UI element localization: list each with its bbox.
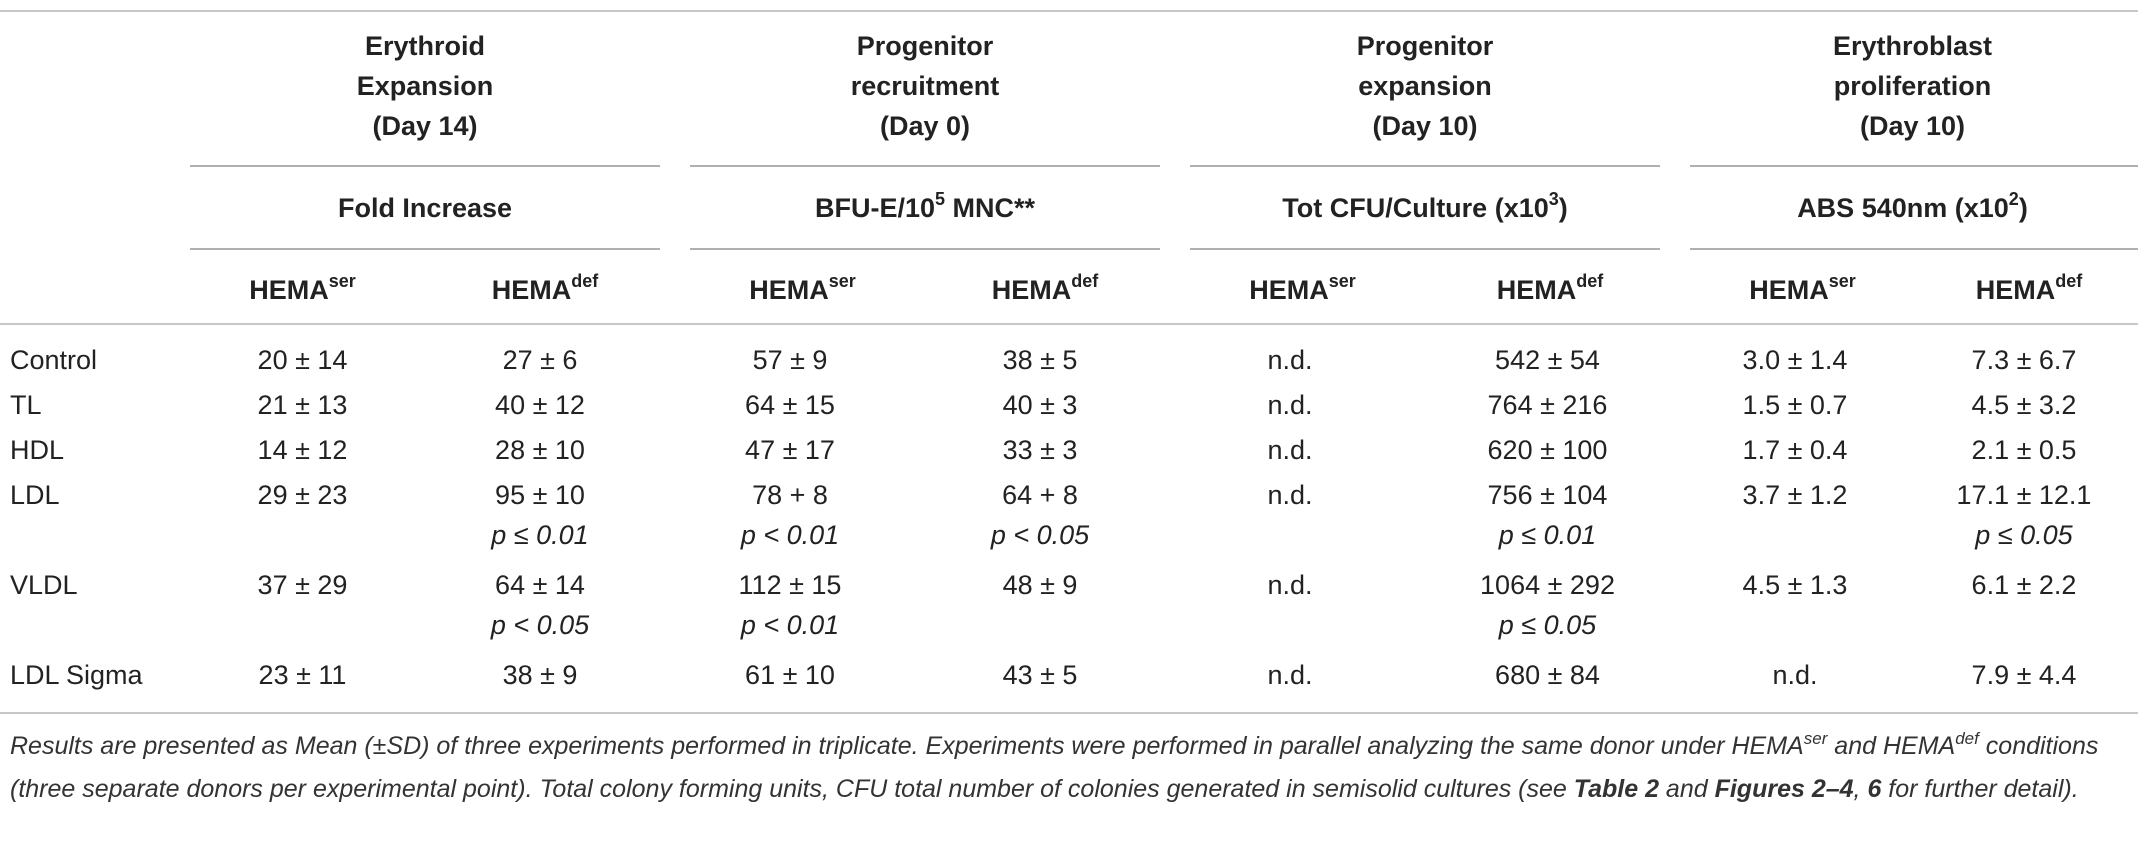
cell-value: 764 ± 216 [1487,390,1608,420]
table-2-ref[interactable]: Table 2 [1573,775,1659,803]
cell-value: 78 + 8 [752,480,828,510]
table-cell [1910,340,2138,385]
figures-ref[interactable]: Figures 2–4 [1714,775,1854,803]
group-rule [690,165,1160,167]
cell-value: 542 ± 54 [1495,345,1600,375]
unit-rule [1190,248,1660,250]
table-cell [1680,430,1910,475]
cell-value: 6.1 ± 2.2 [1971,570,2077,600]
table-row [0,340,2138,385]
cell-value: 40 ± 3 [1002,390,1078,420]
group-rule [1190,165,1660,167]
cell-value: 1.5 ± 0.7 [1742,390,1848,420]
table-cell [1680,340,1910,385]
unit-abs: ABS 540nm $(x10^2)$ [1797,189,2028,223]
table-cell [665,475,915,565]
table-cell [1910,475,2138,565]
table-cell [190,385,415,430]
cell-value: 64 + 8 [1002,480,1078,510]
table-cell [915,565,1165,655]
unit-rule [690,248,1160,250]
table-row [0,475,2138,565]
table-row [0,385,2138,430]
table-cell [1680,475,1910,565]
p-value: p ≤ 0.01 [1498,520,1597,550]
table-cell [665,385,915,430]
group-title-expansion: Progenitor expansion (Day 10) [1356,31,1494,141]
cell-value: 3.0 ± 1.4 [1742,345,1848,375]
unit-rule [190,248,660,250]
cell-value: 756 ± 104 [1487,480,1608,510]
col-hema-def: $HEMA^{def}$ [991,271,1099,305]
cell-value: 28 ± 10 [495,435,585,465]
cell-value: 57 ± 9 [752,345,828,375]
cell-value: 4.5 ± 3.2 [1971,390,2077,420]
table-cell [915,655,1165,700]
col-hema-def: $HEMA^{def}$ [491,271,599,305]
table-cell [1680,385,1910,430]
table-cell [1165,340,1415,385]
cell-value: n.d. [1267,390,1313,420]
cell-value: 3.7 ± 1.2 [1742,480,1848,510]
unit-bfu-e: BFU-$E/10^5$ MNC** [814,189,1036,223]
table-cell [1680,655,1910,700]
cell-value: 7.9 ± 4.4 [1971,660,2077,690]
cell-value: 38 ± 5 [1002,345,1078,375]
unit-fold-increase: Fold Increase [337,193,513,223]
table-row [0,655,2138,700]
row-label: LDL [10,480,60,510]
table-row [0,565,2138,655]
table-cell [1165,475,1415,565]
table-cell [1910,385,2138,430]
col-hema-ser: $HEMA^{ser}$ [749,271,856,305]
table-cell [915,475,1165,565]
bottom-rule [0,712,2138,714]
table-cell [1165,430,1415,475]
group-rule [1690,165,2138,167]
cell-value: n.d. [1267,480,1313,510]
table-cell [415,655,665,700]
table-row [0,430,2138,475]
table-cell [190,565,415,655]
cell-value: 7.3 ± 6.7 [1971,345,2077,375]
p-value: p < 0.05 [990,520,1090,550]
table-cell [190,340,415,385]
col-hema-ser: $HEMA^{ser}$ [249,271,356,305]
cell-value: 37 ± 29 [257,570,348,600]
top-rule [0,10,2138,12]
table-cell [1680,565,1910,655]
table-cell [915,340,1165,385]
table-cell [1415,655,1680,700]
table-cell [1910,430,2138,475]
row-label: HDL [10,435,65,465]
table-footnote: Results are presented as Mean (±SD) of three experiments performed in triplicate. Experiments were performed in parallel analyzing the same donor under $HEMA^{ser}$ and $HEMA^{def}$ conditions (three separate donors per experimental point). Total colony forming units, CFU total number of colonies generated in semisolid cultures (see Table 2 and Figures 2–4, 6 for further detail). [10,729,2099,803]
cell-value: 64 ± 15 [745,390,835,420]
group-title-proliferation: Erythroblast proliferation (Day 10) [1832,31,1993,141]
table-cell [915,385,1165,430]
table-cell [915,430,1165,475]
table-cell [190,430,415,475]
table-cell [1415,340,1680,385]
table-cell [415,475,665,565]
p-value: p < 0.01 [740,610,840,640]
table-cell [415,385,665,430]
cell-value: 27 ± 6 [502,345,578,375]
cell-value: 40 ± 12 [495,390,585,420]
cell-value: 64 ± 14 [495,570,585,600]
table-cell [190,655,415,700]
cell-value: n.d. [1267,660,1313,690]
cell-value: n.d. [1267,570,1313,600]
table-cell [1910,655,2138,700]
table-cell [1165,655,1415,700]
cell-value: 620 ± 100 [1487,435,1608,465]
cell-value: 21 ± 13 [257,390,348,420]
cell-value: 1064 ± 292 [1480,570,1615,600]
unit-rule [1690,248,2138,250]
table-cell [415,430,665,475]
unit-tot-cfu: Tot CFU/Culture $(x10^3)$ [1282,189,1568,223]
cell-value: 17.1 ± 12.1 [1956,480,2092,510]
row-label: TL [10,390,42,420]
group-rule [190,165,660,167]
table-cell [665,430,915,475]
table-cell [1415,565,1680,655]
cell-value: 29 ± 23 [257,480,348,510]
cell-value: n.d. [1267,345,1313,375]
p-value: p ≤ 0.05 [1975,520,2073,550]
cell-value: 38 ± 9 [502,660,578,690]
p-value: p < 0.01 [740,520,840,550]
col-hema-ser: $HEMA^{ser}$ [1249,271,1356,305]
table-cell [1415,475,1680,565]
cell-value: n.d. [1772,660,1818,690]
cell-value: 43 ± 5 [1002,660,1078,690]
table-cell [665,340,915,385]
table-cell [1165,565,1415,655]
figure-6-ref[interactable]: 6 [1867,775,1882,803]
cell-value: 2.1 ± 0.5 [1971,435,2077,465]
cell-value: 95 ± 10 [495,480,585,510]
cell-value: 20 ± 14 [257,345,348,375]
cell-value: 47 ± 17 [745,435,835,465]
cell-value: 112 ± 15 [738,570,842,600]
group-title-erythroid: Erythroid Expansion (Day 14) [356,31,494,141]
col-hema-def: $HEMA^{def}$ [1975,271,2083,305]
cell-value: 23 ± 11 [258,660,347,690]
cell-value: 4.5 ± 1.3 [1742,570,1848,600]
cell-value: 33 ± 3 [1002,435,1078,465]
group-title-recruitment: Progenitor recruitment (Day 0) [850,31,1000,141]
table-cell [665,655,915,700]
data-table [0,340,2138,700]
table-cell [1415,385,1680,430]
table-cell [190,475,415,565]
table-cell [415,565,665,655]
table-cell [1910,565,2138,655]
header-rule [0,323,2138,325]
cell-value: 14 ± 12 [257,435,348,465]
cell-value: 48 ± 9 [1002,570,1078,600]
row-label: Control [10,345,98,375]
p-value: p ≤ 0.01 [491,520,589,550]
row-label: VLDL [10,570,78,600]
p-value: p ≤ 0.05 [1498,610,1597,640]
cell-value: 1.7 ± 0.4 [1742,435,1848,465]
cell-value: 61 ± 10 [745,660,835,690]
col-hema-def: $HEMA^{def}$ [1496,271,1604,305]
table-cell [665,565,915,655]
p-value: p < 0.05 [490,610,590,640]
row-label: LDL Sigma [10,660,143,690]
cell-value: n.d. [1267,435,1313,465]
table-cell [1415,430,1680,475]
cell-value: 680 ± 84 [1495,660,1600,690]
table-cell [1165,385,1415,430]
table-cell [415,340,665,385]
col-hema-ser: $HEMA^{ser}$ [1749,271,1856,305]
